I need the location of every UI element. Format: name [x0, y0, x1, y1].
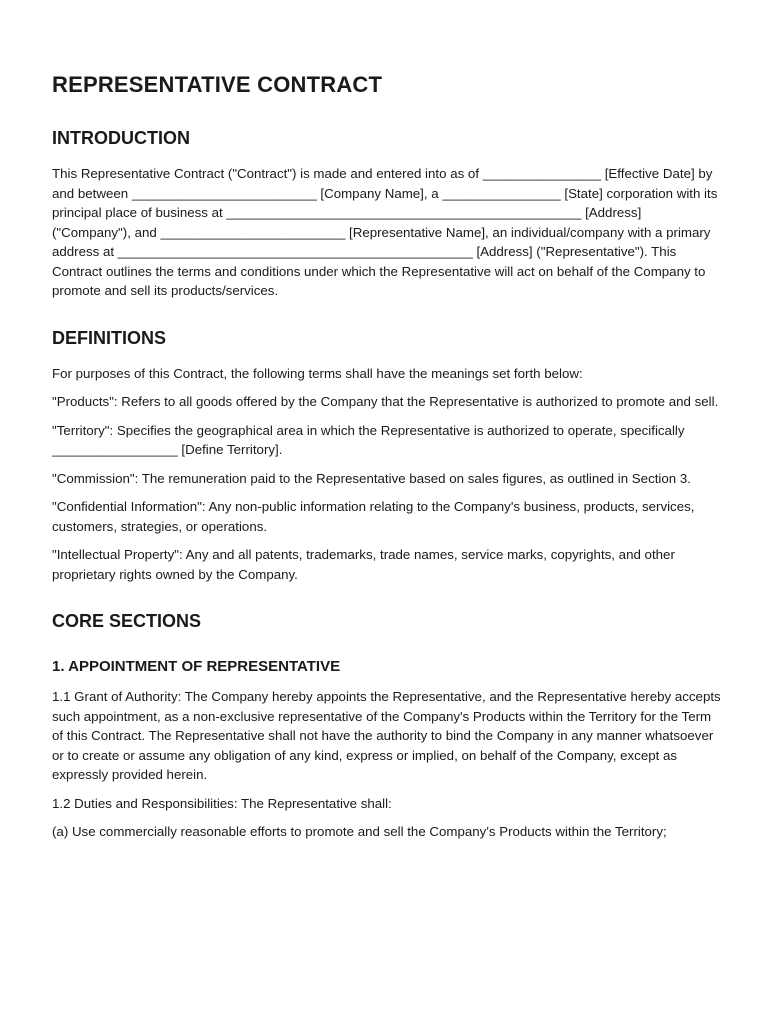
introduction-paragraph: This Representative Contract ("Contract") is made and entered into as of ________________ [Effective Date] by and between _________________________ [Company Name], a ________________ [State] corporation with its principal place of business at ________________________________________________ [Address] ("Company"), and _________________________ [Representative Name], an individual/company with a primary address at ________________________________________________ [Address] ("Representative"). This Contract outlines the terms and conditions under which the Representative will act on behalf of the Company to promote and sell its products/services.	[52, 166, 718, 298]
definition-intellectual-property: "Intellectual Property": Any and all patents, trademarks, trade names, service marks, copyrights, and other proprietary rights owned by the Company.	[52, 547, 675, 582]
document-title: REPRESENTATIVE CONTRACT	[52, 72, 383, 97]
definition-confidential-information: "Confidential Information": Any non-public information relating to the Company's business, products, services, customers, strategies, or operations.	[52, 499, 695, 534]
definitions-intro: For purposes of this Contract, the following terms shall have the meanings set forth below:	[52, 365, 583, 381]
section-1-1-paragraph: 1.1 Grant of Authority: The Company hereby appoints the Representative, and the Representative hereby accepts such appointment, as a non-exclusive representative of the Company's Products within the Territory for the Term of this Contract. The Representative shall not have the authority to bind the Company in any manner whatsoever or to create or assume any obligation of any kind, express or implied, on behalf of the Company, except as expressly provided herein.	[52, 689, 721, 782]
section-1-2-paragraph: 1.2 Duties and Responsibilities: The Representative shall:	[52, 795, 392, 811]
definitions-heading: DEFINITIONS	[52, 327, 167, 348]
section-1-2-a-paragraph: (a) Use commercially reasonable efforts to promote and sell the Company's Products within the Territory;	[52, 824, 667, 839]
core-sections-heading: CORE SECTIONS	[52, 611, 202, 631]
section-1-heading: 1. APPOINTMENT OF REPRESENTATIVE	[52, 658, 341, 675]
introduction-heading: INTRODUCTION	[52, 128, 190, 148]
definition-territory: "Territory": Specifies the geographical area in which the Representative is authorized to operate, specifically _________________ [Define Territory].	[52, 422, 685, 457]
definition-commission: "Commission": The remuneration paid to the Representative based on sales figures, as outlined in Section 3.	[52, 470, 691, 486]
document-page	[52, 70, 722, 851]
definition-products: "Products": Refers to all goods offered by the Company that the Representative is authorized to promote and sell.	[52, 394, 719, 409]
